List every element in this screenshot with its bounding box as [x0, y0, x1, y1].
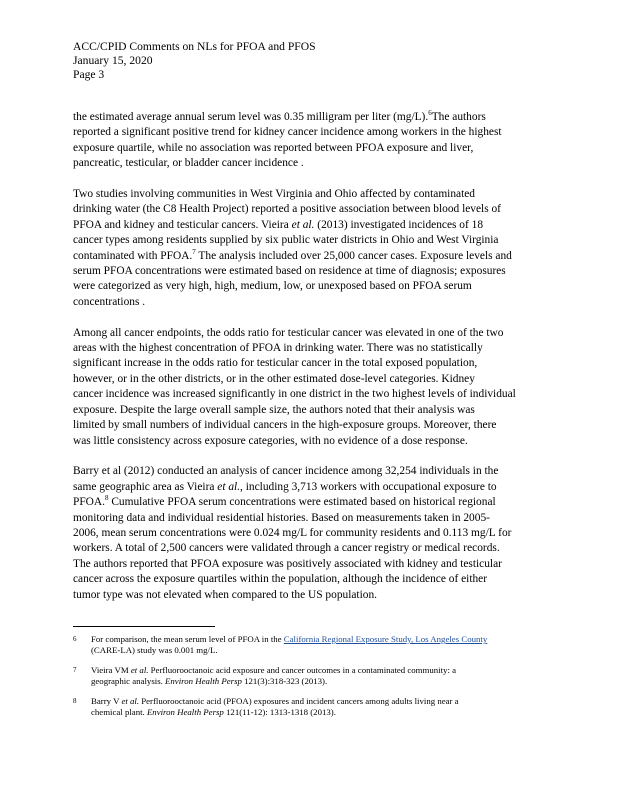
footnote-6 [73, 634, 548, 656]
text-line: areas with the highest concentration of PFOA in drinking water. There was no statistically [73, 342, 483, 355]
footnote-number: 6 [73, 635, 77, 643]
text-line [73, 110, 548, 125]
text-segment: same geographic area as Vieira [73, 480, 218, 493]
text-line: however, or in the other districts, or in the other estimated dose-level categories. Kidney [73, 372, 475, 385]
footnote-ref-6[interactable]: 6 [428, 110, 432, 118]
footnote-divider [73, 626, 215, 627]
text-line: drinking water (the C8 Health Project) reported a positive association between blood levels of [73, 203, 501, 216]
letter-header [73, 40, 316, 82]
text-line [73, 495, 548, 510]
text-line: concentrations . [73, 295, 146, 308]
text-segment: (2013) investigated incidences of 18 [314, 218, 484, 231]
footnote-ref-7[interactable]: 7 [192, 248, 196, 256]
text-line [73, 218, 548, 233]
text-segment: PFOA and kidney and testicular cancers. Vieira [73, 218, 292, 231]
footnote-ref-8[interactable]: 8 [104, 495, 109, 503]
text-segment: Vieira VM [91, 665, 131, 675]
text-line: was little consistency across exposure categories, with no evidence of a dose response. [73, 434, 468, 447]
header-title: ACC/CPID Comments on NLs for PFOA and PFOS [73, 40, 316, 53]
text-line [91, 634, 548, 645]
text-line [73, 480, 548, 495]
text-line: Barry et al (2012) conducted an analysis of cancer incidence among 32,254 individuals in the [73, 465, 499, 478]
text-line: workers. A total of 2,500 cancers were validated through a cancer registry or medical records. [73, 542, 500, 555]
text-line [91, 696, 548, 707]
text-line: Among all cancer endpoints, the odds ratio for testicular cancer was elevated in one of the two [73, 326, 504, 339]
paragraph-kidney-cancer-trend [73, 110, 548, 172]
text-line: serum PFOA concentrations were estimated based on residence at time of diagnosis; exposures [73, 265, 506, 278]
text-segment: Perfluorooctanoic acid exposure and cancer outcomes in a contaminated community: a [148, 665, 457, 675]
text-segment: the estimated average annual serum level was 0.35 milligram per liter (mg/L). [73, 111, 429, 123]
header-date: January 15, 2020 [73, 54, 153, 67]
text-line: exposure. Despite the large overall sample size, the authors noted that their analysis was [73, 403, 475, 416]
text-line [73, 249, 548, 264]
paragraph-barry-study [73, 464, 548, 603]
text-line: cancer types among residents supplied by six public water districts in Ohio and West Virginia [73, 234, 499, 247]
text-segment: , including 3,713 workers with occupational exposure to [240, 480, 497, 493]
text-line: (CARE-LA) study was 0.001 mg/L. [91, 645, 218, 655]
text-line: reported a significant positive trend for kidney cancer incidence among workers in the highest [73, 126, 502, 139]
text-line [91, 676, 548, 687]
text-line: limited by small numbers of individual cancers in the high-exposure groups. Moreover, there [73, 419, 497, 432]
text-segment: Cumulative PFOA serum concentrations were estimated based on historical regional [108, 496, 496, 509]
italic-et-al: et al. [130, 665, 149, 675]
italic-et-al: et al. [291, 218, 315, 231]
italic-et-al: et al. [217, 480, 241, 493]
footnote-8 [73, 696, 548, 718]
text-segment: The analysis included over 25,000 cancer cases. Exposure levels and [195, 249, 512, 262]
text-segment: contaminated with PFOA. [73, 249, 193, 262]
text-line [91, 707, 548, 718]
body-text [73, 110, 548, 618]
text-segment: 121(11-12): 1313-1318 (2013). [223, 707, 336, 717]
footnotes [73, 634, 548, 727]
italic-et-al: et al. [121, 696, 140, 706]
text-line: cancer incidence was increased significantly in one district in the two highest levels of individual [73, 388, 516, 401]
journal-title: Environ Health Persp [146, 707, 224, 717]
care-la-study-link[interactable]: California Regional Exposure Study, Los Angeles County [283, 634, 488, 644]
text-line: cancer across the exposure quartiles within the population, although the incidence of either [73, 573, 488, 586]
text-line: Two studies involving communities in West Virginia and Ohio affected by contaminated [73, 188, 476, 201]
text-line [91, 665, 548, 676]
footnote-number: 7 [73, 666, 77, 674]
text-segment: PFOA. [73, 496, 105, 509]
text-segment: geographic analysis. [91, 676, 166, 686]
footnote-7 [73, 665, 548, 687]
text-segment: chemical plant. [91, 707, 147, 717]
text-segment: 121(3):318-323 (2013). [241, 676, 328, 686]
paragraph-c8-health-project [73, 187, 548, 310]
text-line: tumor type was not elevated when compared to the US population. [73, 588, 377, 601]
text-segment: Perfluorooctanoic acid (PFOA) exposures and incident cancers among adults living near a [139, 696, 459, 706]
text-line: monitoring data and individual residential histories. Based on measurements taken in 2005- [73, 511, 490, 524]
text-line: pancreatic, testicular, or bladder cancer incidence . [73, 157, 304, 170]
header-page-number: Page 3 [73, 68, 105, 81]
footnote-number: 8 [73, 697, 77, 705]
text-line: were categorized as very high, high, medium, low, or unexposed based on PFOA serum [73, 280, 472, 293]
journal-title: Environ Health Persp [165, 676, 242, 686]
text-segment: Barry V [91, 696, 122, 706]
paragraph-cancer-endpoints [73, 326, 548, 449]
text-segment: The authors [431, 111, 486, 123]
text-line: significant increase in the odds ratio for testicular cancer in the total exposed population, [73, 357, 478, 370]
text-line: exposure quartile, while no association was reported between PFOA exposure and liver, [73, 141, 474, 154]
text-line: 2006, mean serum concentrations were 0.024 mg/L for community residents and 0.113 mg/L for [73, 526, 512, 539]
text-segment: For comparison, the mean serum level of PFOA in the [91, 634, 284, 644]
text-line: The authors reported that PFOA exposure was positively associated with kidney and testicular [73, 557, 502, 570]
